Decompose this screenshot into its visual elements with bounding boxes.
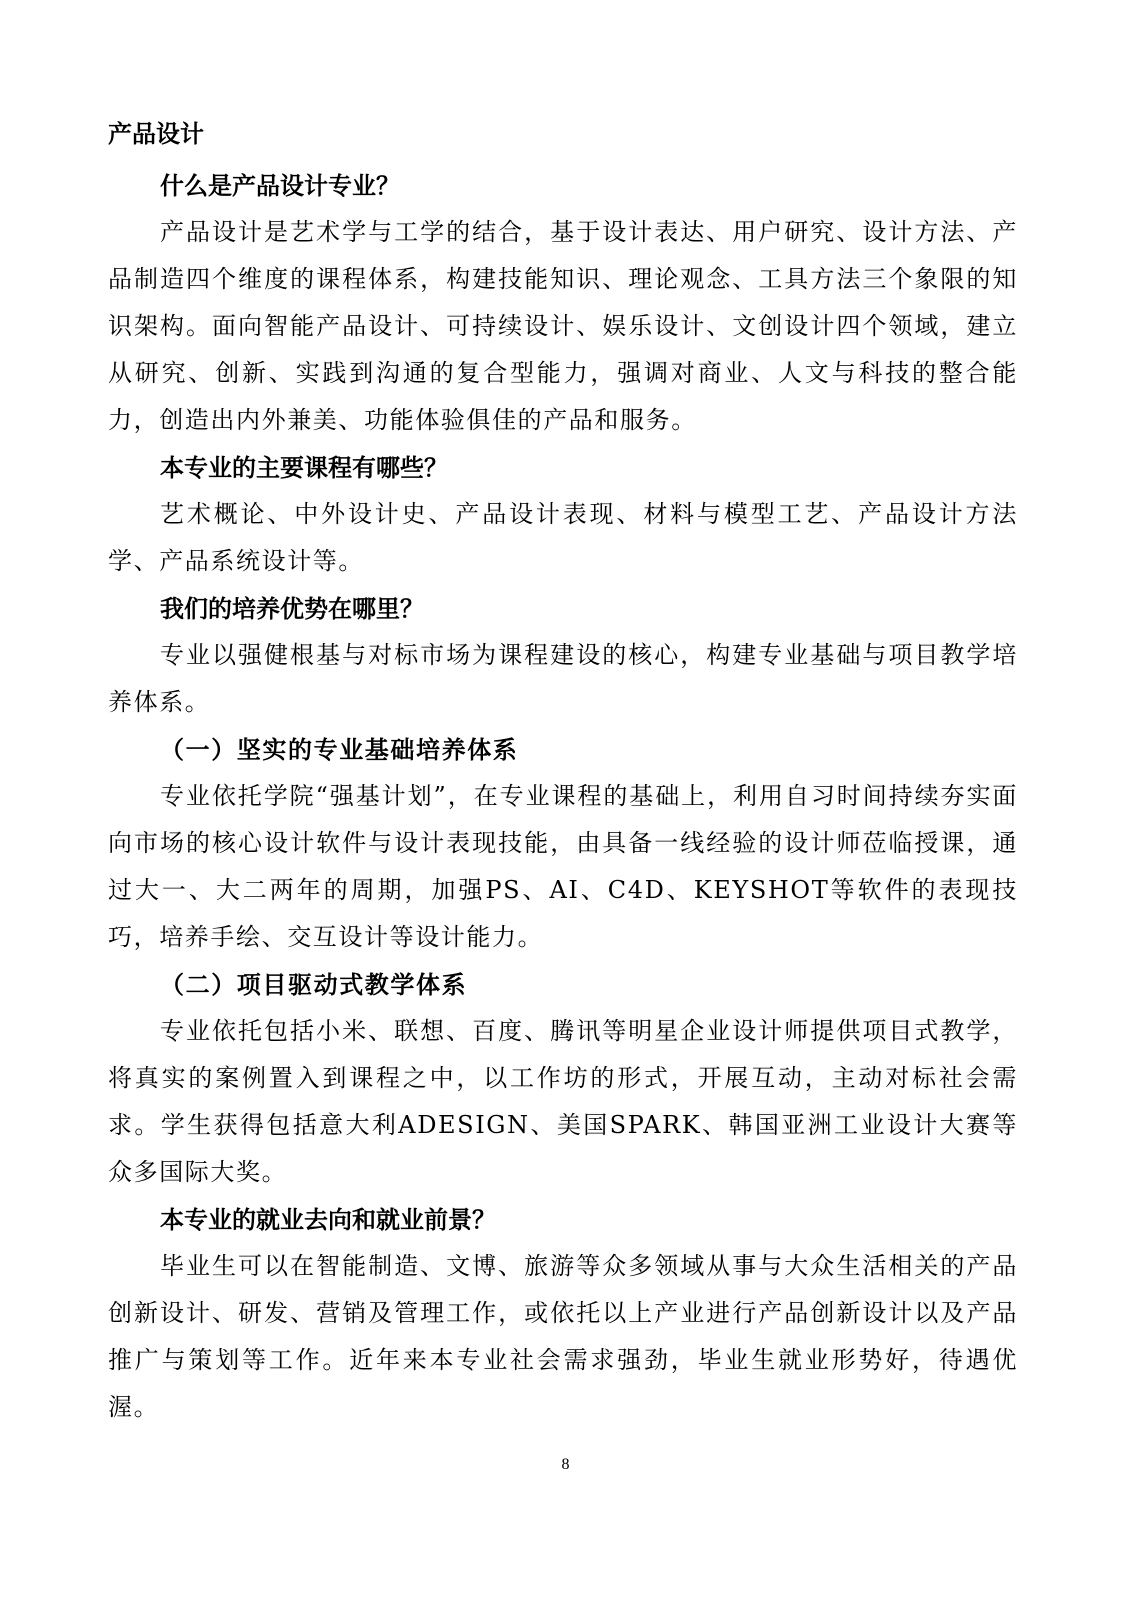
document-body [108,112,1018,1431]
subsection-heading-project-driven: （二）项目驱动式教学体系 [160,970,468,999]
section-heading-advantages: 我们的培养优势在哪里？ [160,594,424,623]
section-paragraph-employment: 毕业生可以在智能制造、文博、旅游等众多领域从事与大众生活相关的产品创新设计、研发、营销及管理工作，或依托以上产业进行产品创新设计以及产品推广与策划等工作。近年来本专业社会需求强劲，毕业生就业形势好，待遇优渥。 [108,1252,1018,1421]
subsection-heading-foundation: （一）坚实的专业基础培养体系 [160,735,519,764]
document-title: 产品设计 [108,119,204,148]
section-heading-courses: 本专业的主要课程有哪些？ [160,453,448,482]
subsection-paragraph-foundation: 专业依托学院“强基计划”，在专业课程的基础上，利用自习时间持续夯实面向市场的核心设计软件与设计表现技能，由具备一线经验的设计师莅临授课，通过大一、大二两年的周期，加强PS、AI、C4D、KEYSHOT等软件的表现技巧，培养手绘、交互设计等设计能力。 [108,782,1018,951]
section-heading-what-is: 什么是产品设计专业？ [160,171,400,200]
subsection-paragraph-project-driven: 专业依托包括小米、联想、百度、腾讯等明星企业设计师提供项目式教学，将真实的案例置入到课程之中，以工作坊的形式，开展互动，主动对标社会需求。学生获得包括意大利ADESIGN、美国SPARK、韩国亚洲工业设计大赛等众多国际大奖。 [108,1017,1018,1186]
section-heading-employment: 本专业的就业去向和就业前景？ [160,1205,496,1234]
section-paragraph-what-is: 产品设计是艺术学与工学的结合，基于设计表达、用户研究、设计方法、产品制造四个维度的课程体系，构建技能知识、理论观念、工具方法三个象限的知识架构。面向智能产品设计、可持续设计、娱乐设计、文创设计四个领域，建立从研究、创新、实践到沟通的复合型能力，强调对商业、人文与科技的整合能力，创造出内外兼美、功能体验俱佳的产品和服务。 [108,218,1018,434]
section-paragraph-advantages: 专业以强健根基与对标市场为课程建设的核心，构建专业基础与项目教学培养体系。 [108,641,1018,716]
page-number: 8 [561,1456,570,1473]
section-paragraph-courses: 艺术概论、中外设计史、产品设计表现、材料与模型工艺、产品设计方法学、产品系统设计等。 [108,500,1018,575]
